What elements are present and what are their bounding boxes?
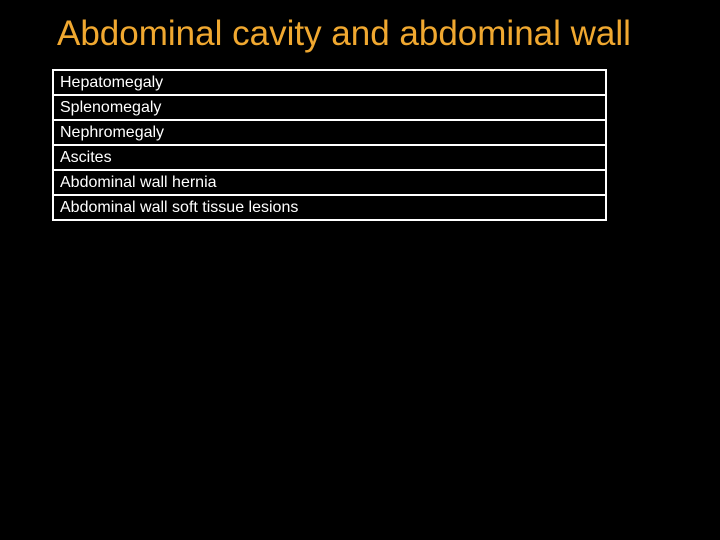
findings-table-body: [53, 70, 606, 220]
findings-table: [52, 69, 607, 221]
slide-title: Abdominal cavity and abdominal wall: [57, 14, 631, 53]
table-row: [53, 195, 606, 220]
table-row: [53, 120, 606, 145]
table-row: [53, 95, 606, 120]
table-cell: Nephromegaly: [53, 120, 606, 145]
table-row: [53, 145, 606, 170]
table-row: [53, 70, 606, 95]
table-cell: Hepatomegaly: [53, 70, 606, 95]
table-cell: Splenomegaly: [53, 95, 606, 120]
table-cell: Abdominal wall soft tissue lesions: [53, 195, 606, 220]
table-row: [53, 170, 606, 195]
table-cell: Ascites: [53, 145, 606, 170]
table-cell: Abdominal wall hernia: [53, 170, 606, 195]
